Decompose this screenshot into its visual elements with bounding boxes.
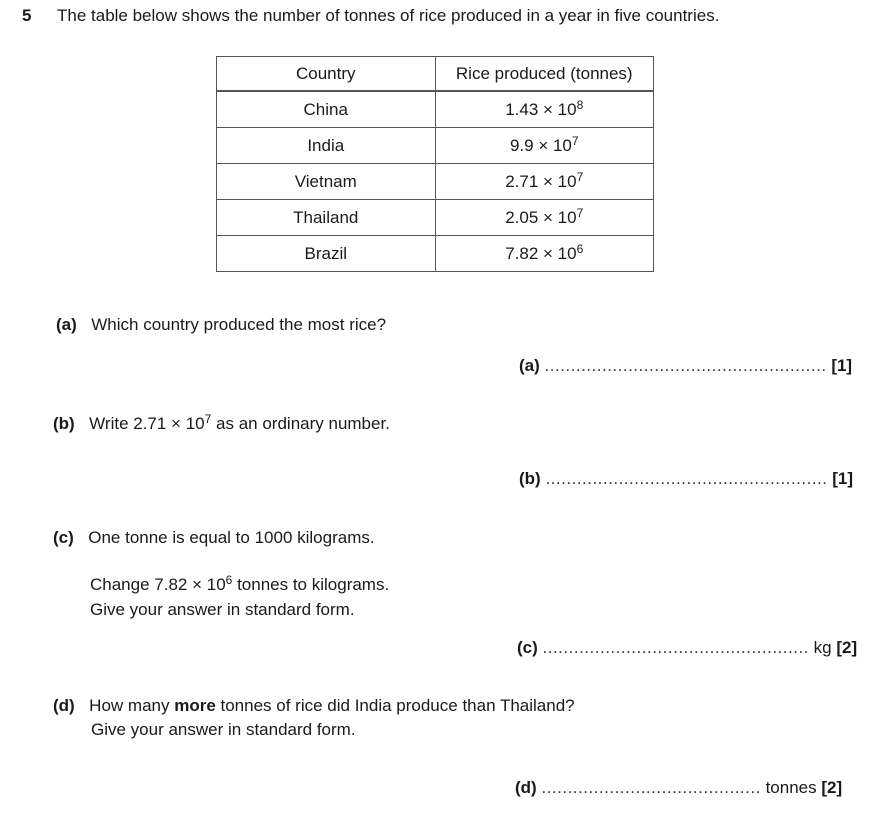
part-d-label: (d) — [53, 696, 75, 715]
part-c-answer-line[interactable] — [517, 638, 857, 658]
table-row — [217, 164, 654, 200]
answer-label: (a) — [519, 356, 540, 375]
part-a-question — [56, 315, 386, 335]
part-d-answer-line[interactable] — [515, 778, 842, 798]
part-a-answer-line[interactable] — [519, 356, 852, 376]
part-a-label: (a) — [56, 315, 77, 334]
part-a-text: Which country produced the most rice? — [91, 315, 387, 334]
part-b-question — [53, 414, 390, 434]
part-b-label: (b) — [53, 414, 75, 433]
unit: tonnes — [765, 778, 817, 797]
part-c-text2: Change $7.82 \times 10^6$ tonnes to kilograms. — [90, 573, 390, 594]
table-row — [217, 128, 654, 164]
country-cell: China — [217, 91, 436, 128]
part-c-text1: One tonne is equal to 1000 kilograms. — [88, 528, 375, 547]
part-d-text2: Give your answer in standard form. — [91, 720, 356, 739]
header-country: Country — [217, 57, 436, 92]
country-cell: India — [217, 128, 436, 164]
answer-label: (c) — [517, 638, 538, 657]
answer-dots: ...................................................... — [545, 469, 828, 488]
country-cell: Thailand — [217, 200, 436, 236]
question-intro: The table below shows the number of tonnes of rice produced in a year in five countries. — [57, 6, 720, 25]
value-cell: $1.43 \times 10^8$ — [435, 91, 654, 128]
answer-label: (b) — [519, 469, 541, 488]
part-b-text: Write $2.71 \times 10^7$ as an ordinary number. — [89, 412, 390, 433]
part-c-text3: Give your answer in standard form. — [90, 600, 355, 619]
value-cell: $9.9 \times 10^7$ — [435, 128, 654, 164]
marks: [2] — [836, 638, 858, 657]
table-header-row — [217, 57, 654, 92]
answer-dots: ................................................... — [542, 638, 809, 657]
value-cell: $7.82 \times 10^6$ — [435, 236, 654, 272]
answer-dots: ...................................................... — [544, 356, 827, 375]
part-b-answer-line[interactable] — [519, 469, 853, 489]
table-row — [217, 91, 654, 128]
country-cell: Vietnam — [217, 164, 436, 200]
marks: [1] — [832, 469, 854, 488]
country-cell: Brazil — [217, 236, 436, 272]
answer-label: (d) — [515, 778, 537, 797]
answer-dots: .......................................... — [541, 778, 761, 797]
unit: kg — [813, 638, 832, 657]
part-d-question — [53, 696, 575, 716]
table-row — [217, 236, 654, 272]
marks: [1] — [831, 356, 853, 375]
part-d-text1: How many more tonnes of rice did India produce than Thailand? — [89, 696, 575, 715]
rice-table — [216, 56, 654, 272]
header-rice: Rice produced (tonnes) — [435, 57, 654, 92]
value-cell: $2.71 \times 10^7$ — [435, 164, 654, 200]
value-cell: $2.05 \times 10^7$ — [435, 200, 654, 236]
marks: [2] — [821, 778, 843, 797]
part-c-label: (c) — [53, 528, 74, 547]
table-row — [217, 200, 654, 236]
part-c-question — [53, 528, 375, 548]
question-number: 5 — [22, 6, 32, 25]
